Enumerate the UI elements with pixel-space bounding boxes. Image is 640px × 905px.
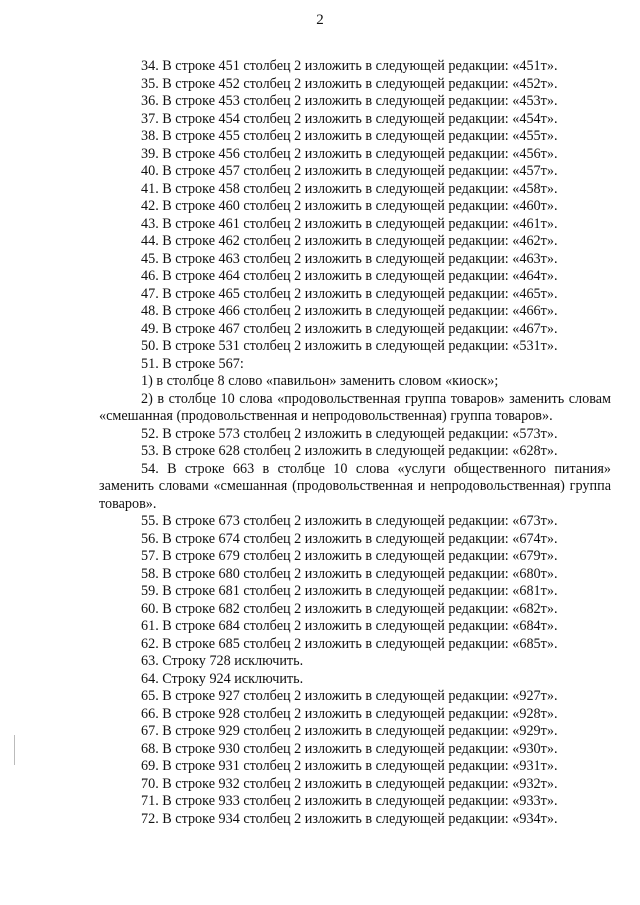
paragraph: 67. В строке 929 столбец 2 изложить в следующей редакции: «929т». [141,723,558,739]
page-number: 2 [316,12,324,28]
paragraph: 42. В строке 460 столбец 2 изложить в следующей редакции: «460т». [141,198,558,214]
paragraph: 60. В строке 682 столбец 2 изложить в следующей редакции: «682т». [141,600,558,617]
paragraph: 44. В строке 462 столбец 2 изложить в следующей редакции: «462т». [141,233,558,249]
paragraph: 61. В строке 684 столбец 2 изложить в следующей редакции: «684т». [141,618,558,634]
paragraph: 52. В строке 573 столбец 2 изложить в следующей редакции: «573т». [141,425,558,442]
paragraph: 37. В строке 454 столбец 2 изложить в следующей редакции: «454т». [141,110,558,127]
paragraph: 41. В строке 458 столбец 2 изложить в следующей редакции: «458т». [141,180,558,197]
paragraph: 2) в столбце 10 слова «продовольственная группа товаров» заменить словам «смешанная (продовольственная и непродовольственная) группа товаров». [99,390,611,424]
paragraph: 56. В строке 674 столбец 2 изложить в следующей редакции: «674т». [141,530,558,547]
paragraph: 51. В строке 567: [141,355,244,372]
paragraph: 59. В строке 681 столбец 2 изложить в следующей редакции: «681т». [141,583,558,599]
paragraph: 55. В строке 673 столбец 2 изложить в следующей редакции: «673т». [141,513,558,529]
paragraph: 58. В строке 680 столбец 2 изложить в следующей редакции: «680т». [141,565,558,582]
paragraph: 64. Строку 924 исключить. [141,670,304,687]
paragraph: 38. В строке 455 столбец 2 изложить в следующей редакции: «455т». [141,128,558,144]
paragraph: 49. В строке 467 столбец 2 изложить в следующей редакции: «467т». [141,320,558,337]
document-body [99,58,611,828]
paragraph: 46. В строке 464 столбец 2 изложить в следующей редакции: «464т». [141,268,558,284]
paragraph: 50. В строке 531 столбец 2 изложить в следующей редакции: «531т». [141,338,558,354]
paragraph: 47. В строке 465 столбец 2 изложить в следующей редакции: «465т». [141,285,558,302]
paragraph: 68. В строке 930 столбец 2 изложить в следующей редакции: «930т». [141,740,558,757]
paragraph: 66. В строке 928 столбец 2 изложить в следующей редакции: «928т». [141,705,558,722]
paragraph: 53. В строке 628 столбец 2 изложить в следующей редакции: «628т». [141,443,558,459]
paragraph: 57. В строке 679 столбец 2 изложить в следующей редакции: «679т». [141,548,558,564]
paragraph: 48. В строке 466 столбец 2 изложить в следующей редакции: «466т». [141,303,558,319]
paragraph: 39. В строке 456 столбец 2 изложить в следующей редакции: «456т». [141,145,558,162]
paragraph: 34. В строке 451 столбец 2 изложить в следующей редакции: «451т». [141,58,558,74]
paragraph: 54. В строке 663 в столбце 10 слова «услуги общественного питания» заменить словами «смешанная (продовольственная и непродовольственная) группа товаров». [99,460,611,512]
scan-margin-line [14,735,15,765]
paragraph: 40. В строке 457 столбец 2 изложить в следующей редакции: «457т». [141,163,558,179]
paragraph: 43. В строке 461 столбец 2 изложить в следующей редакции: «461т». [141,215,558,232]
paragraph: 71. В строке 933 столбец 2 изложить в следующей редакции: «933т». [141,793,558,809]
paragraph: 65. В строке 927 столбец 2 изложить в следующей редакции: «927т». [141,688,558,704]
paragraph: 70. В строке 932 столбец 2 изложить в следующей редакции: «932т». [141,775,558,792]
paragraph: 72. В строке 934 столбец 2 изложить в следующей редакции: «934т». [141,810,558,827]
paragraph: 69. В строке 931 столбец 2 изложить в следующей редакции: «931т». [141,758,558,774]
paragraph: 35. В строке 452 столбец 2 изложить в следующей редакции: «452т». [141,75,558,92]
paragraph: 1) в столбце 8 слово «павильон» заменить словом «киоск»; [141,373,499,389]
paragraph: 36. В строке 453 столбец 2 изложить в следующей редакции: «453т». [141,93,558,109]
paragraph: 62. В строке 685 столбец 2 изложить в следующей редакции: «685т». [141,635,558,652]
paragraph: 45. В строке 463 столбец 2 изложить в следующей редакции: «463т». [141,250,558,267]
paragraph: 63. Строку 728 исключить. [141,653,304,669]
